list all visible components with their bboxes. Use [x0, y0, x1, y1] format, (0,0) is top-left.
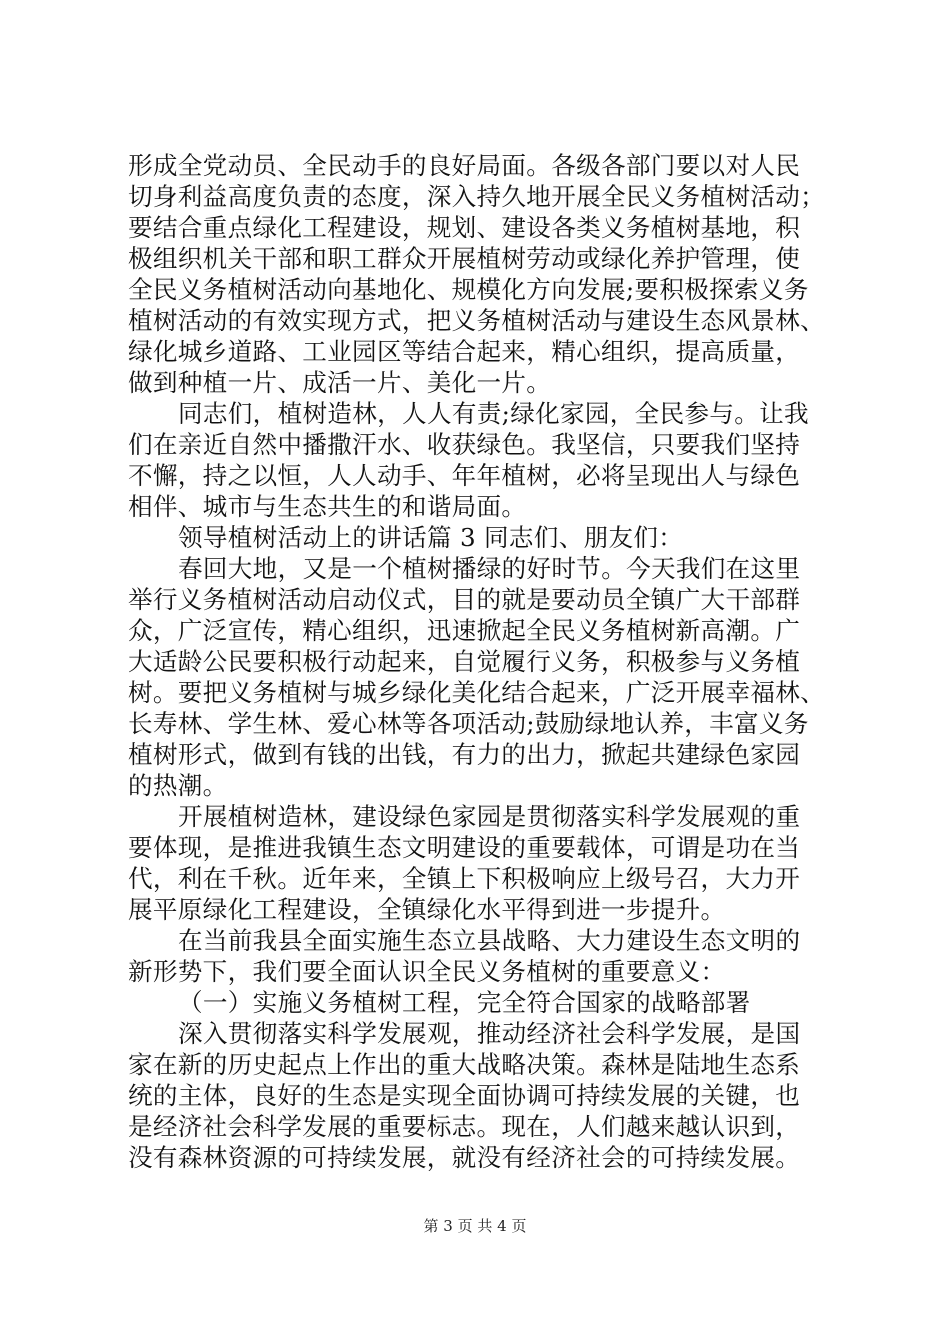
text-line: 举行义务植树活动启动仪式，目的就是要动员全镇广大干部群	[128, 585, 801, 614]
text-line: 相伴、城市与生态共生的和谐局面。	[128, 492, 527, 521]
text-line: 极组织机关干部和职工群众开展植树劳动或绿化养护管理，使	[128, 244, 801, 273]
text-line: 新形势下，我们要全面认识全民义务植树的重要意义：	[128, 957, 726, 986]
text-line: 树。要把义务植树与城乡绿化美化结合起来，广泛开展幸福林、	[128, 678, 826, 707]
document-body	[128, 150, 830, 1173]
text-line: 的热潮。	[128, 771, 228, 800]
text-line: 们在亲近自然中播撒汗水、收获绿色。我坚信，只要我们坚持	[128, 430, 801, 459]
text-line: 长寿林、学生林、爱心林等各项活动;鼓励绿地认养，丰富义务	[128, 709, 809, 738]
text-line: 植树活动的有效实现方式，把义务植树活动与建设生态风景林、	[128, 306, 826, 335]
text-line: 形成全党动员、全民动手的良好局面。各级各部门要以对人民	[128, 151, 801, 180]
text-line: 做到种植一片、成活一片、美化一片。	[128, 368, 552, 397]
text-line: 统的主体，良好的生态是实现全面协调可持续发展的关键，也	[128, 1081, 801, 1110]
text-line: 大适龄公民要积极行动起来，自觉履行义务，积极参与义务植	[128, 647, 801, 676]
page-number-footer	[0, 1216, 950, 1236]
text-line: 切身利益高度负责的态度，深入持久地开展全民义务植树活动；	[128, 182, 826, 211]
text-line: 春回大地，又是一个植树播绿的好时节。今天我们在这里	[178, 554, 801, 583]
page-number-label: 第 3 页 共 4 页	[423, 1217, 527, 1235]
text-line: 是经济社会科学发展的重要标志。现在，人们越来越认识到，	[128, 1112, 801, 1141]
text-line: 要体现，是推进我镇生态文明建设的重要载体，可谓是功在当	[128, 833, 801, 862]
text-line: 全民义务植树活动向基地化、规模化方向发展;要积极探索义务	[128, 275, 809, 304]
text-line: 众，广泛宣传，精心组织，迅速掀起全民义务植树新高潮。广	[128, 616, 801, 645]
text-line: 开展植树造林，建设绿色家园是贯彻落实科学发展观的重	[178, 802, 801, 831]
text-line: 绿化城乡道路、工业园区等结合起来，精心组织，提高质量，	[128, 337, 801, 366]
text-line: 家在新的历史起点上作出的重大战略决策。森林是陆地生态系	[128, 1050, 801, 1079]
text-line: 代，利在千秋。近年来，全镇上下积极响应上级号召，大力开	[128, 864, 801, 893]
text-line: 要结合重点绿化工程建设，规划、建设各类义务植树基地，积	[128, 213, 801, 242]
text-line: （一）实施义务植树工程，完全符合国家的战略部署	[178, 988, 751, 1017]
text-line: 植树形式，做到有钱的出钱，有力的出力，掀起共建绿色家园	[128, 740, 801, 769]
text-line: 展平原绿化工程建设，全镇绿化水平得到进一步提升。	[128, 895, 726, 924]
text-line: 领导植树活动上的讲话篇 3 同志们、朋友们：	[178, 523, 684, 552]
text-line: 没有森林资源的可持续发展，就没有经济社会的可持续发展。	[128, 1143, 801, 1172]
text-line: 不懈，持之以恒，人人动手、年年植树，必将呈现出人与绿色	[128, 461, 801, 490]
text-line: 同志们，植树造林，人人有责;绿化家园，全民参与。让我	[178, 399, 809, 428]
text-line: 深入贯彻落实科学发展观，推动经济社会科学发展，是国	[178, 1019, 801, 1048]
text-line: 在当前我县全面实施生态立县战略、大力建设生态文明的	[178, 926, 801, 955]
